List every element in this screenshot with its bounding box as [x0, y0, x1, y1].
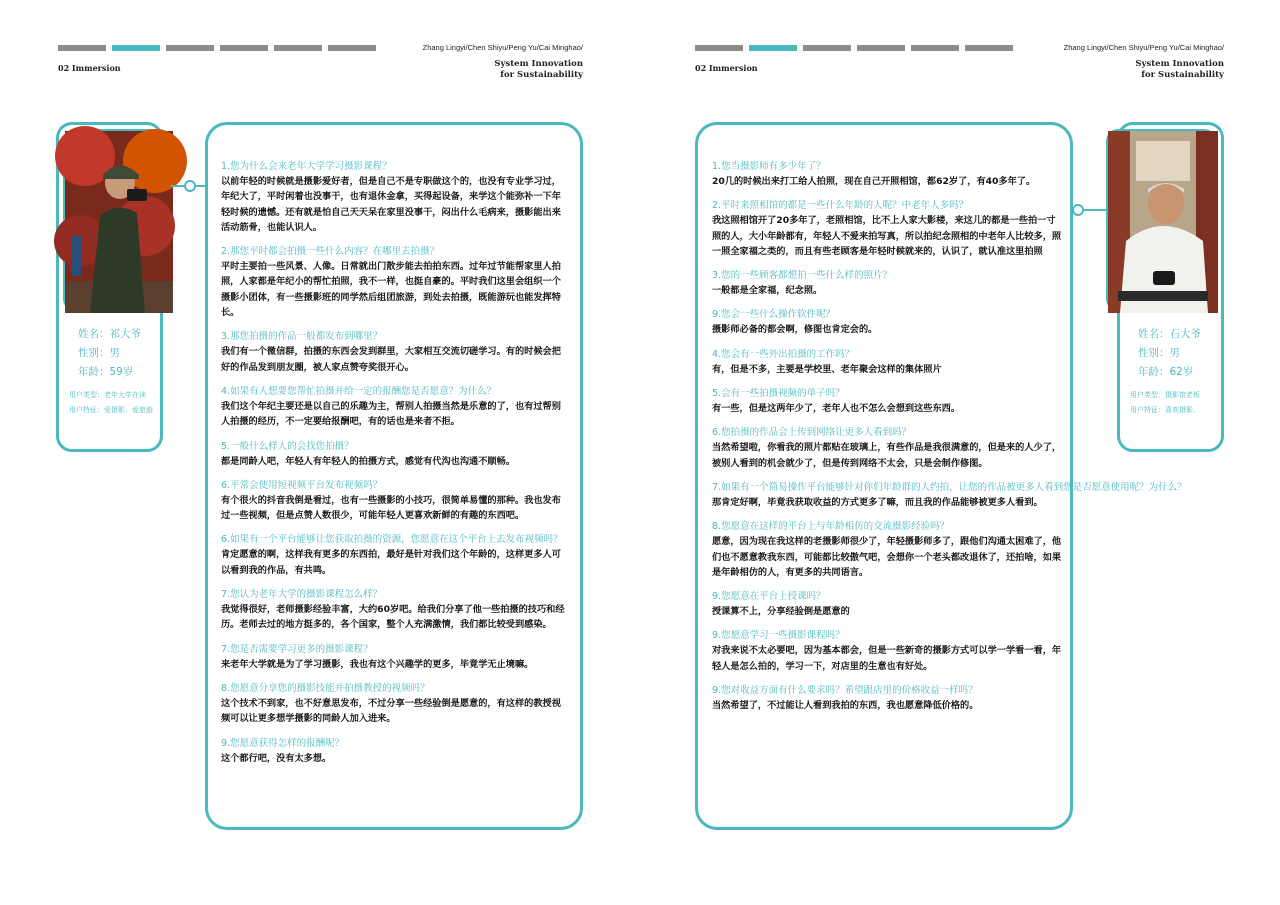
- question: 5.一般什么样人的会找您拍摄？: [221, 440, 354, 452]
- question: 4.您会有一些外出拍摄的工作吗？: [712, 348, 855, 360]
- qa-item: [712, 307, 1062, 337]
- qa-item: [221, 587, 570, 633]
- answer: 那肯定好啊，毕竟我获取收益的方式更多了嘛，而且我的作品能够被更多人看到。: [712, 496, 1043, 508]
- progress-segment-3: [803, 45, 851, 51]
- elderly-photographer-photo-icon: [63, 129, 171, 311]
- qa-item: [221, 681, 570, 727]
- progress-segment-5: [274, 45, 322, 51]
- answer: 有，但是不多，主要是学校里、老年聚会这样的集体照片: [712, 363, 942, 375]
- profile-name: 姓名：石大爷: [1138, 328, 1201, 340]
- qa-item: [712, 628, 1062, 674]
- profile-info: [78, 325, 141, 382]
- question: 9.您会一些什么操作软件呢？: [712, 309, 836, 321]
- question: 2.那您平时都会拍摄一些什么内容？在哪里去拍摄？: [221, 246, 440, 258]
- profile-user-type: 用户类型：老年大学在读: [69, 391, 146, 399]
- progress-segment-5: [911, 45, 959, 51]
- question: 7.如果有一个简易操作平台能够针对你们年龄群的人约拍，让您的作品被更多人看到您是否愿意使用呢？为什么？: [712, 481, 1187, 493]
- photo-illustration: [65, 131, 173, 313]
- profile-user-type: 用户类型：摄影馆老板: [1130, 391, 1200, 399]
- answer: 当然希望了，不过能让人看到我拍的东西，我也愿意降低价格的。: [712, 700, 979, 712]
- question: 6.平常会使用短视频平台发布视频吗？: [221, 479, 383, 491]
- answer: 有一些，但是这两年少了，老年人也不怎么会想到这些东西。: [712, 403, 961, 415]
- question: 7.您是否需要学习更多的摄影课程？: [221, 643, 373, 655]
- question: 9.您愿意获得怎样的报酬呢？: [221, 737, 345, 749]
- progress-segment-4: [220, 45, 268, 51]
- qa-item: [221, 329, 570, 375]
- qa-item: [712, 480, 1187, 510]
- progress-bar: [695, 45, 1013, 51]
- qa-item: [712, 347, 1062, 377]
- question: 4.如果有人想要您帮忙拍摄并给一定的报酬您是否愿意？为什么？: [221, 385, 497, 397]
- qa-item: [712, 386, 1062, 416]
- qa-item: [221, 244, 570, 320]
- profile-user-traits: 用户特征：喜欢摄影、: [1130, 406, 1200, 414]
- photo-illustration: [1108, 131, 1218, 313]
- progress-segment-3: [166, 45, 214, 51]
- answer: 有个很火的抖音我倒是看过，也有一些摄影的小技巧，很简单易懂的那种。我也发布过一些视频，但是点赞人数很少，可能年轻人更喜欢新鲜的有趣的东西吧。: [221, 494, 561, 522]
- answer: 来老年大学就是为了学习摄影，我也有这个兴趣学的更多，毕竟学无止境嘛。: [221, 658, 534, 670]
- profile-name: 姓名：祁大爷: [78, 328, 141, 340]
- authors: Zhang Lingyi/Chen Shiyu/Peng Yu/Cai Minghao/: [422, 43, 583, 52]
- profile-info: [1138, 325, 1201, 382]
- course-title-line1: System Innovation: [1135, 59, 1224, 69]
- qa-item: [712, 519, 1062, 580]
- progress-segment-2-active: [749, 45, 797, 51]
- course-title-line1: System Innovation: [494, 59, 583, 69]
- question: 3.那您拍摄的作品一般都发布到哪里？: [221, 331, 383, 343]
- answer: 当然希望啦，你看我的照片都贴在玻璃上，有些作品是我很满意的，但是来的人少了，被别人看到的机会就少了，但是传到网络不太会，只是会制作修图。: [712, 442, 1062, 469]
- progress-segment-1: [58, 45, 106, 51]
- qa-item: [712, 198, 1062, 259]
- answer: 摄影师必备的都会啊，修图也肯定会的。: [712, 324, 878, 336]
- question: 9.您对收益方面有什么要求吗？希望跟店里的价格收益一样吗？: [712, 685, 978, 697]
- profile-gender: 性别：男: [78, 347, 120, 359]
- answer: 20几的时候出来打工给人拍照，现在自己开照相馆，都62岁了，有40多年了。: [712, 176, 1036, 187]
- qa-item: [221, 439, 570, 469]
- connector-dot: [184, 180, 196, 192]
- question: 6.您拍摄的作品会上传到网络让更多人看到吗？: [712, 427, 912, 439]
- qa-item: [221, 736, 570, 766]
- answer: 肯定愿意的啊，这样我有更多的东西拍，最好是针对我们这个年龄的，这样更多人可以看到我的作品，有共鸣。: [221, 549, 561, 576]
- answer: 授课算不上，分享经验倒是愿意的: [712, 606, 850, 618]
- progress-segment-2-active: [112, 45, 160, 51]
- profile-age: 年龄：62岁: [1138, 366, 1194, 378]
- answer: 我觉得很好，老师摄影经验丰富，大约60岁吧。给我们分享了他一些拍摄的技巧和经历。老师去过的地方挺多的，各个国家，整个人充满激情，我们都比较受到感染。: [221, 604, 565, 631]
- qa-item: [221, 384, 570, 430]
- qa-box-qi: [205, 122, 583, 830]
- qa-list: [221, 159, 570, 766]
- answer: 都是同龄人吧，年轻人有年轻人的拍摄方式，感觉有代沟也沟通不顺畅。: [221, 455, 515, 467]
- answer: 以前年轻的时候就是摄影爱好者，但是自己不是专职做这个的，也没有专业学习过，年纪大了，平时闲着也没事干，也有退休金拿，买得起设备，来学这个能弥补一下年轻时候的遗憾。还有就是怕自己天天呆在家里没事干，闷出什么毛病来，摄影能出来活动筋骨，也能认识人。: [221, 176, 561, 233]
- answer: 对我来说不太必要吧，因为基本都会，但是一些新奇的摄影方式可以学一学看一看，年轻人是怎么拍的，学习一下，对店里的生意也有好处。: [712, 645, 1062, 672]
- question: 9.您愿意在平台上授课吗？: [712, 591, 826, 603]
- progress-segment-6: [965, 45, 1013, 51]
- answer: 我这照相馆开了20多年了，老照相馆，比不上人家大影楼，来这儿的都是一些拍一寸照的人，大小年龄都有，年轻人不爱来拍写真，所以拍纪念照相的中老年人比较多，照一照全家福之类的，而且有些老顾客是年轻时候就来的，认识了，就认准这里拍照: [712, 215, 1062, 257]
- question: 2.平时来照相馆的都是一些什么年龄的人呢？中老年人多吗？: [712, 200, 969, 212]
- profile-tags: [69, 388, 153, 418]
- right-page: [640, 0, 1280, 905]
- profile-user-traits: 用户特征：爱摄影、爱旅游: [69, 406, 153, 414]
- qa-item: [221, 642, 570, 672]
- qa-item: [221, 478, 570, 524]
- profile-age: 年龄：59岁: [78, 366, 134, 378]
- progress-bar: [58, 45, 376, 51]
- qa-item: [221, 532, 570, 578]
- elderly-man-with-camera-photo-icon: [1106, 129, 1216, 311]
- question: 1.您当摄影师有多少年了？: [712, 161, 826, 172]
- profile-gender: 性别：男: [1138, 347, 1180, 359]
- question: 3.您的一些顾客都想拍一些什么样的照片？: [712, 270, 893, 282]
- question: 7.您认为老年大学的摄影课程怎么样？: [221, 589, 383, 601]
- connector-dot: [1072, 204, 1084, 216]
- question: 6.如果有一个平台能够让您获取拍摄的资源，您愿意在这个平台上去发布视频吗？: [221, 534, 563, 546]
- authors: Zhang Lingyi/Chen Shiyu/Peng Yu/Cai Minghao/: [1063, 43, 1224, 52]
- course-title-line2: for Sustainability: [500, 70, 583, 80]
- section-label: 02 Immersion: [695, 63, 758, 73]
- answer: 我们有一个微信群，拍摄的东西会发到群里，大家相互交流切磋学习。有的时候会把好的作品发到朋友圈，被人家点赞夸奖很开心。: [221, 346, 561, 373]
- answer: 这个技术不到家，也不好意思发布，不过分享一些经验倒是愿意的，有这样的教授视频可以让更多想学摄影的同龄人加入进来。: [221, 697, 561, 725]
- answer: 平时主要拍一些风景、人像。日常就出门散步能去拍拍东西。过年过节能帮家里人拍照，人家都是年纪小的帮忙拍照，我不一样，也挺自豪的。平时我们这里会组织一个摄影小团体，有一些摄影班的同学然后组团旅游，到处去拍摄，既能游玩也能发挥特长。: [221, 261, 561, 319]
- section-label: 02 Immersion: [58, 63, 121, 73]
- answer: 这个都行吧，没有太多想。: [221, 752, 332, 764]
- course-title-line2: for Sustainability: [1141, 70, 1224, 80]
- question: 1.您为什么会来老年大学学习摄影课程？: [221, 161, 392, 172]
- progress-segment-6: [328, 45, 376, 51]
- profile-tags: [1130, 388, 1200, 418]
- course-title: [494, 59, 583, 81]
- question: 8.您愿意分享您的摄影技能并拍摄教授的视频吗？: [221, 682, 430, 694]
- progress-segment-4: [857, 45, 905, 51]
- qa-item: [221, 159, 570, 235]
- qa-item: [712, 589, 1062, 619]
- answer: 我们这个年纪主要还是以自己的乐趣为主，帮别人拍摄当然是乐意的了，也有过帮别人拍摄的经历，不一定要给报酬吧，有的话也是来者不拒。: [221, 400, 561, 428]
- progress-segment-1: [695, 45, 743, 51]
- answer: 一般都是全家福，纪念照。: [712, 285, 823, 297]
- qa-item: [712, 683, 1062, 713]
- question: 8.您愿意在这样的平台上与年龄相仿的交流摄影经验吗？: [712, 521, 950, 533]
- qa-item: [712, 425, 1062, 471]
- question: 5.会有一些拍摄视频的单子吗？: [712, 388, 845, 400]
- qa-item: [712, 159, 1062, 189]
- course-title: [1135, 59, 1224, 81]
- answer: 愿意，因为现在我这样的老摄影师很少了，年轻摄影师多了，跟他们沟通太困难了，他们也不愿意教我东西，可能都比较傲气吧，会想你一个老头都改退休了，还拍啥，如果是年龄相仿的人，有更多的共同语言。: [712, 536, 1062, 578]
- question: 9.您愿意学习一些摄影课程吗？: [712, 630, 845, 642]
- qa-item: [712, 268, 1062, 298]
